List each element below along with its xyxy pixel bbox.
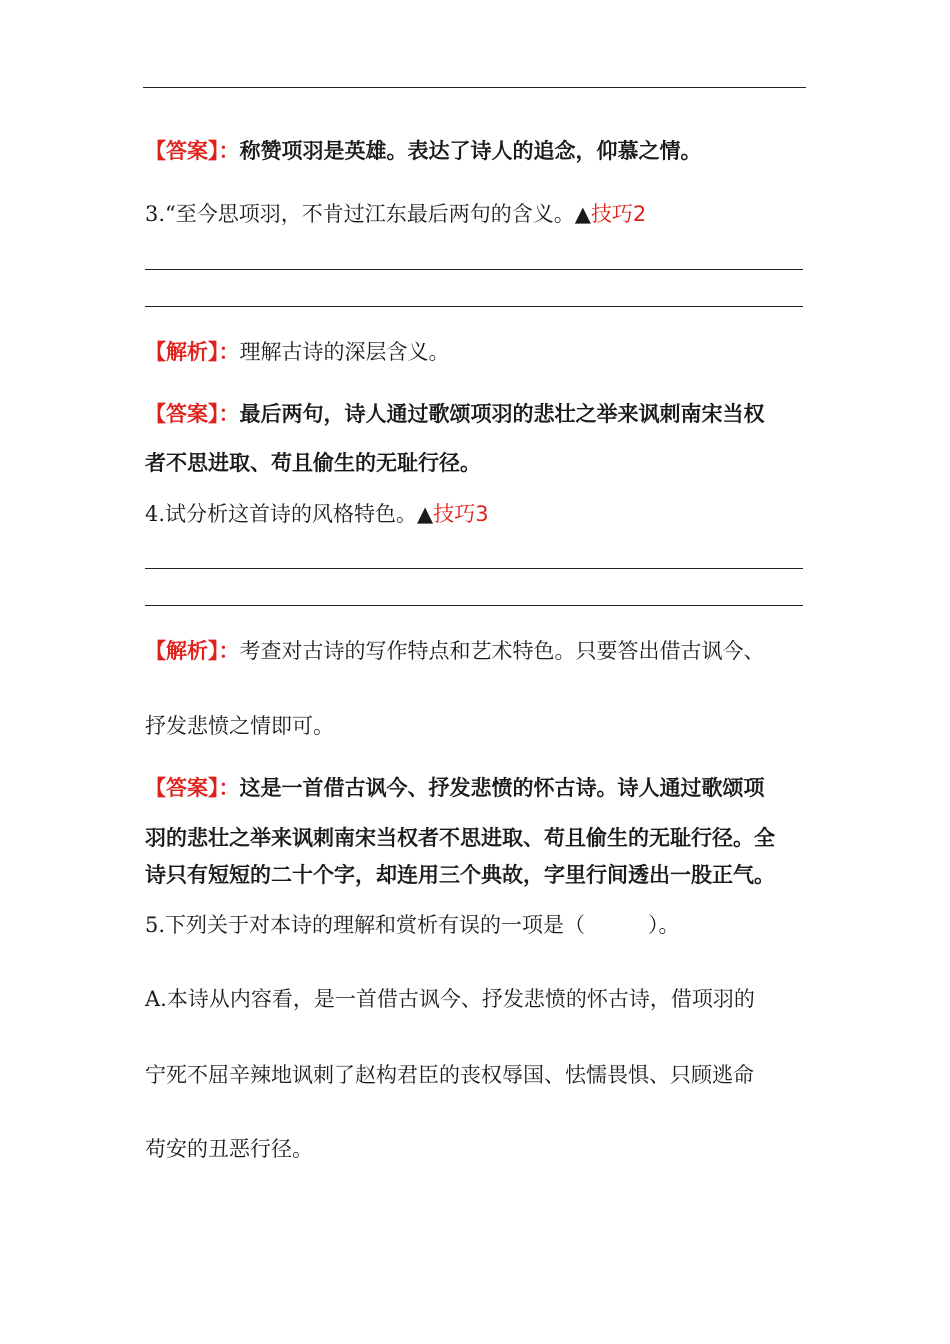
- answer-line: [145, 568, 803, 569]
- answer-4-line2: 羽的悲壮之举来讽刺南宋当权者不思进取、苟且偷生的无耻行径。全: [145, 826, 775, 850]
- analysis-label: 【解析】：: [145, 639, 240, 663]
- answer-line: [145, 306, 803, 307]
- answer-line: [145, 605, 803, 606]
- answer-2: [145, 136, 810, 166]
- answer-4-line3: 诗只有短短的二十个字，却连用三个典故，字里行间透出一股正气。: [145, 863, 775, 887]
- question-3: [145, 199, 810, 229]
- option-a-line1: A.本诗从内容看，是一首借古讽今、抒发悲愤的怀古诗，借项羽的: [145, 987, 755, 1011]
- question-text: 4.试分析这首诗的风格特色。: [145, 502, 418, 526]
- analysis-4: [145, 636, 810, 666]
- answer-4: [145, 773, 810, 803]
- question-5: 5.下列关于对本诗的理解和赏析有误的一项是（ ）。: [145, 913, 680, 937]
- answer-text: 最后两句，诗人通过歌颂项羽的悲壮之举来讽刺南宋当权: [239, 402, 765, 426]
- answer-3-cont: 者不思进取、苟且偷生的无耻行径。: [145, 451, 481, 475]
- question-4: [145, 499, 810, 529]
- option-a-line2: 宁死不屈辛辣地讽刺了赵构君臣的丧权辱国、怯懦畏惧、只顾逃命: [145, 1063, 754, 1087]
- analysis-label: 【解析】：: [145, 340, 240, 364]
- triangle-icon: ▲: [417, 502, 434, 526]
- analysis-text: 考查对古诗的写作特点和艺术特色。只要答出借古讽今、: [239, 639, 765, 663]
- skill-tag: 技巧2: [590, 202, 647, 226]
- analysis-text: 理解古诗的深层含义。: [239, 340, 450, 364]
- answer-label: 【答案】：: [145, 402, 240, 426]
- answer-text: 称赞项羽是英雄。表达了诗人的追念，仰慕之情。: [239, 139, 702, 163]
- option-a-line3: 苟安的丑恶行径。: [145, 1137, 313, 1161]
- triangle-icon: ▲: [574, 202, 591, 226]
- analysis-4-cont: 抒发悲愤之情即可。: [145, 714, 334, 738]
- answer-3: [145, 399, 810, 429]
- answer-label: 【答案】：: [145, 139, 240, 163]
- answer-line-top: [143, 87, 806, 88]
- answer-label: 【答案】：: [145, 776, 240, 800]
- question-text: 3.“至今思项羽，不肯过江东最后两句的含义。: [145, 202, 575, 226]
- skill-tag: 技巧3: [433, 502, 489, 526]
- analysis-3: [145, 337, 810, 367]
- answer-text: 这是一首借古讽今、抒发悲愤的怀古诗。诗人通过歌颂项: [239, 776, 765, 800]
- answer-line: [145, 269, 803, 270]
